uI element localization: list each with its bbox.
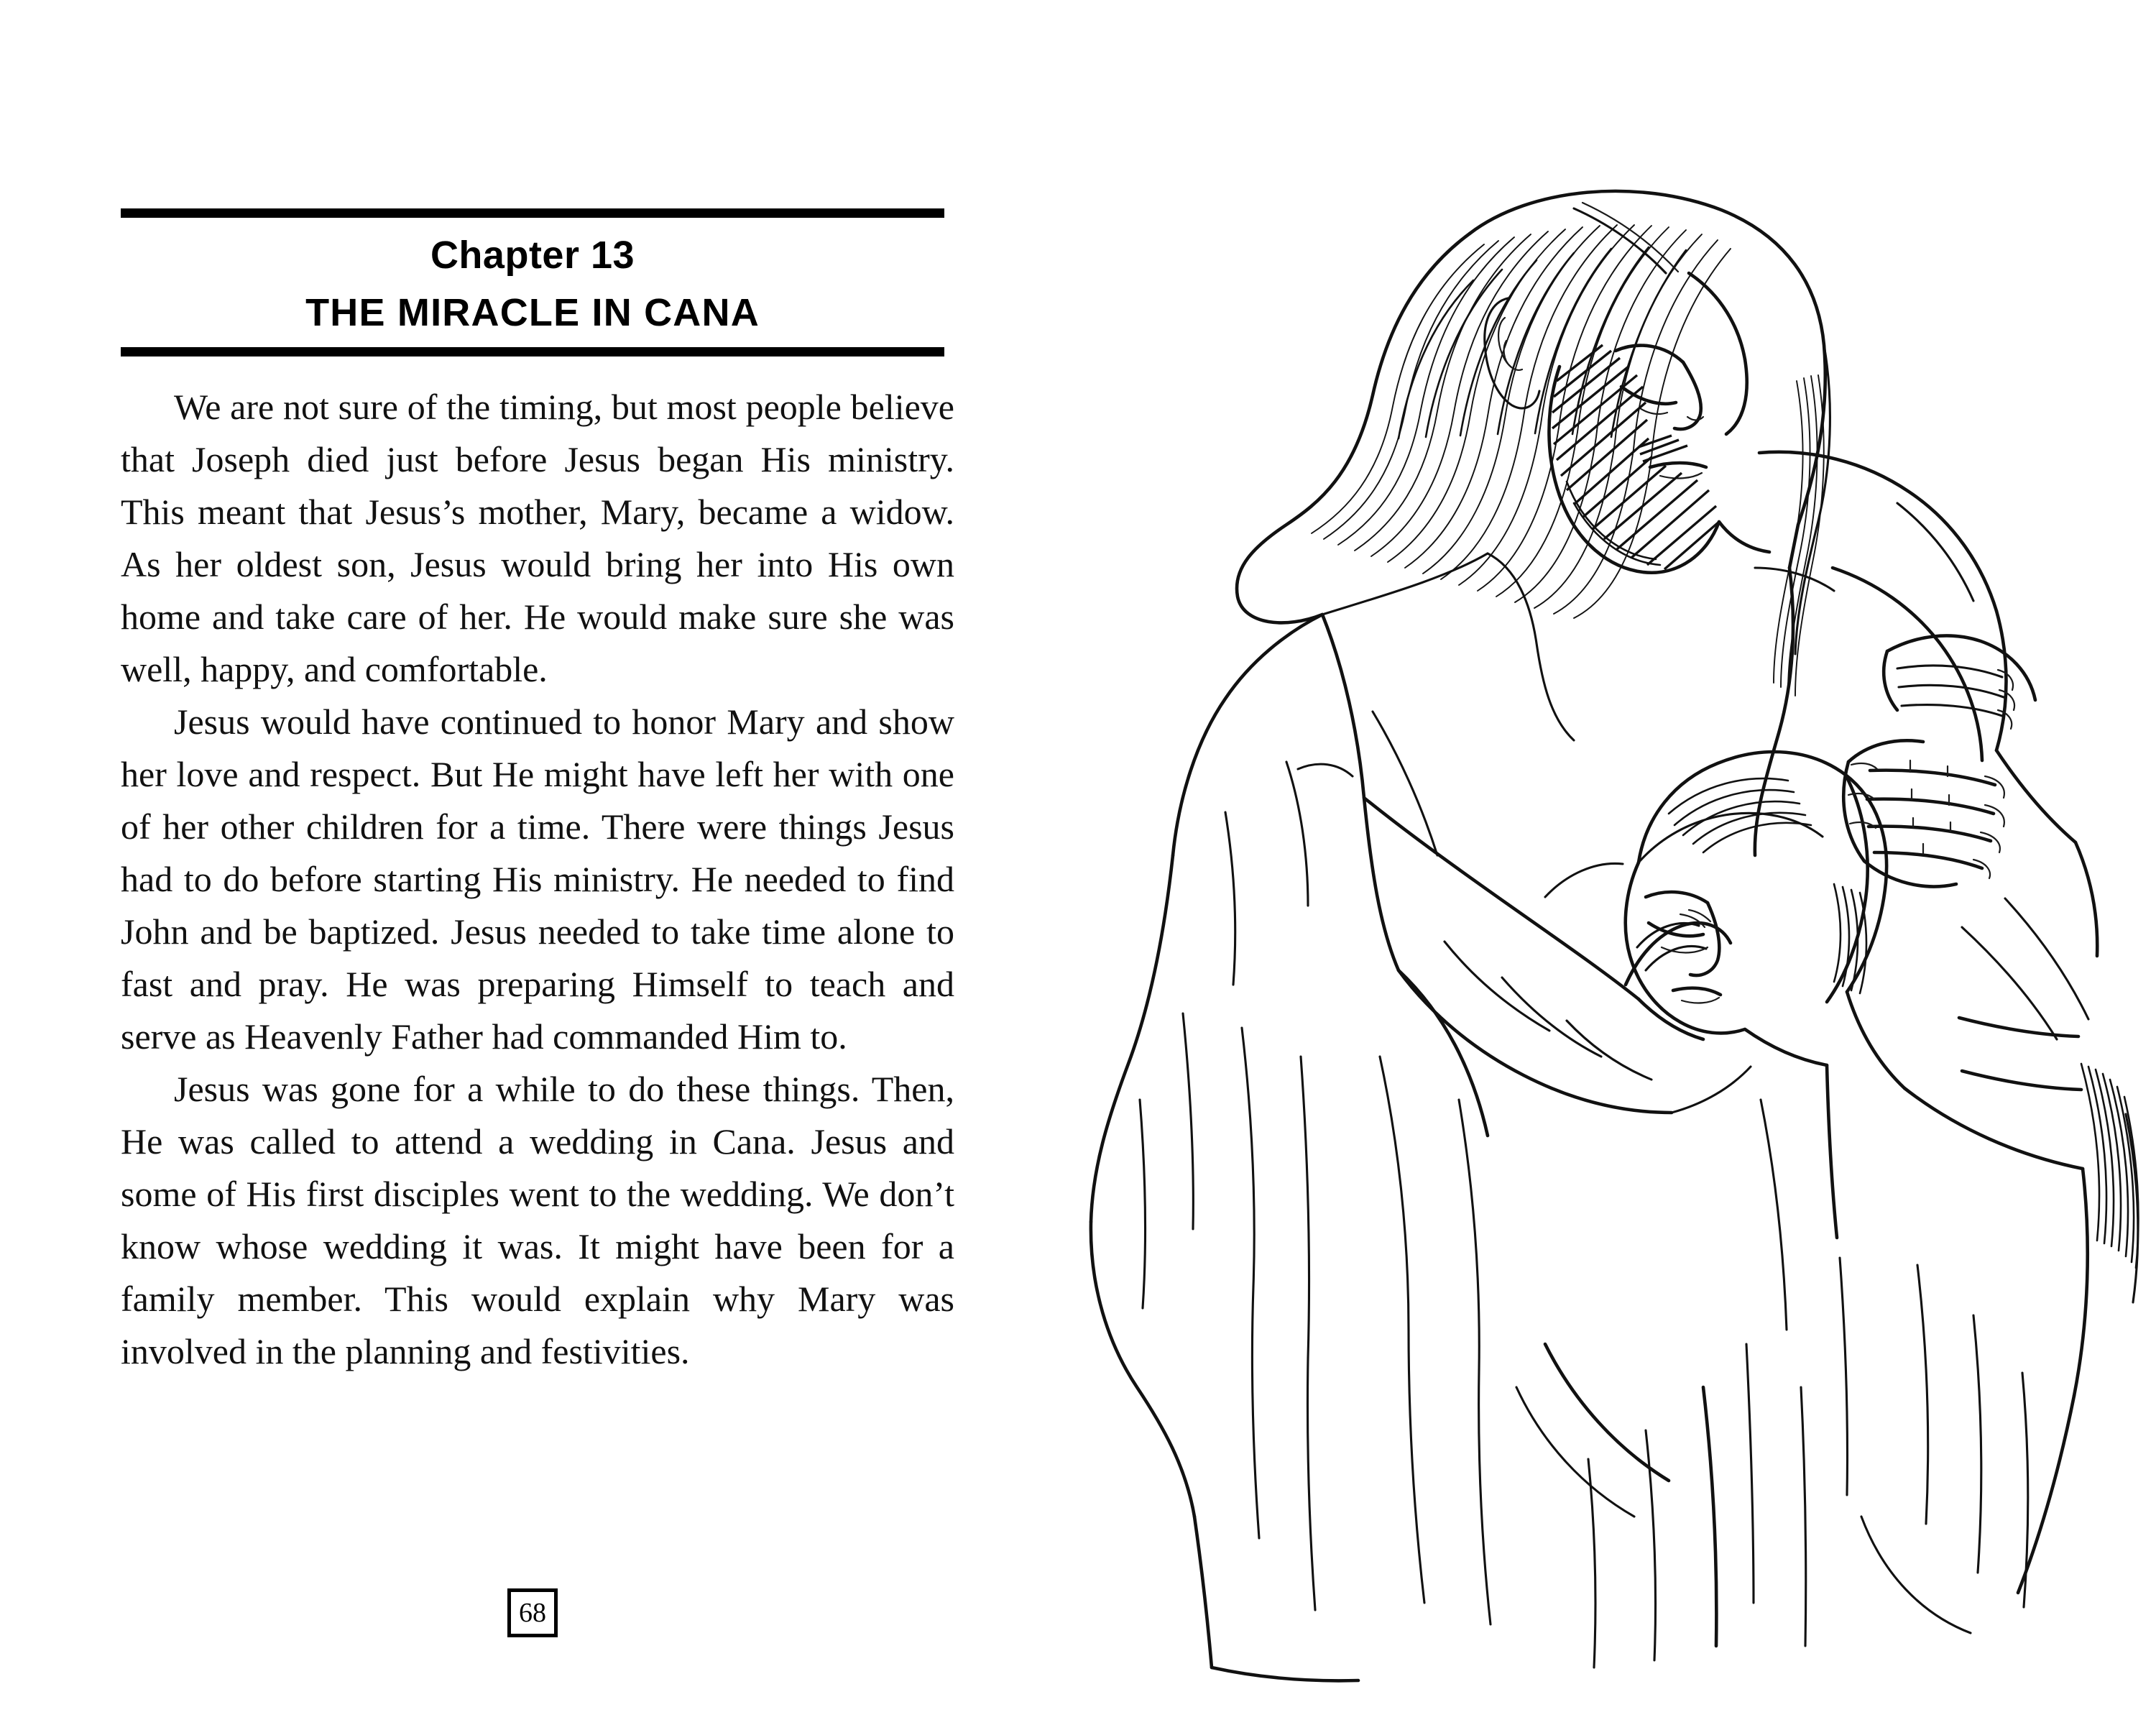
chapter-heading (121, 218, 944, 347)
line-art-drawing (1071, 165, 2156, 1689)
header-rule-bottom (121, 347, 944, 356)
mary-hand-upper (1884, 635, 2035, 729)
paragraph-3: Jesus was gone for a while to do these things. Then, He was called to attend a wedding in Cana. Jesus and some of His first disciples went to the wedding. We don’t know whose wedding it was. It might have been for a family member. This would explain why Mary was involved in the planning and festivities. (121, 1068, 954, 1371)
mary-garment-folds (1516, 1265, 2028, 1668)
jesus-robe-lower (1380, 970, 1491, 1624)
jesus-neck (1719, 522, 1834, 591)
mary-arm (1759, 452, 2007, 760)
mary-body (1745, 992, 2088, 1646)
chapter-illustration (1071, 165, 2156, 1689)
jesus-robe (1091, 615, 1437, 1680)
mary-hair (1639, 752, 1886, 1002)
chapter-title: THE MIRACLE IN CANA (305, 290, 760, 334)
mary-hand-lower (1843, 740, 2004, 886)
text-column (121, 208, 954, 1378)
paragraph-1: We are not sure of the timing, but most people believe that Joseph died just before Jesus began His ministry. This meant that Jesus’s mother, Mary, became a widow. As her oldest son, Jesus would bring her into His own home and take care of her. He would make sure she was well, happy, and comfortable. (121, 386, 954, 689)
mary-face (1626, 862, 1745, 1033)
body-copy (121, 381, 954, 1378)
chapter-number-label: Chapter 13 (430, 234, 635, 277)
page-number: 68 (519, 1598, 546, 1628)
paragraph-2: Jesus would have continued to honor Mary and show her love and respect. But He might have left her with one of her other children for a time. There were things Jesus had to do before starting His ministry. He needed to find John and be baptized. Jesus needed to take time alone to fast and pray. He was preparing Himself to teach and serve as Heavenly Father had commanded Him to. (121, 701, 954, 1057)
page-number-box (507, 1588, 558, 1637)
jesus-hair (1237, 191, 1825, 740)
header-rule-top (121, 208, 944, 218)
